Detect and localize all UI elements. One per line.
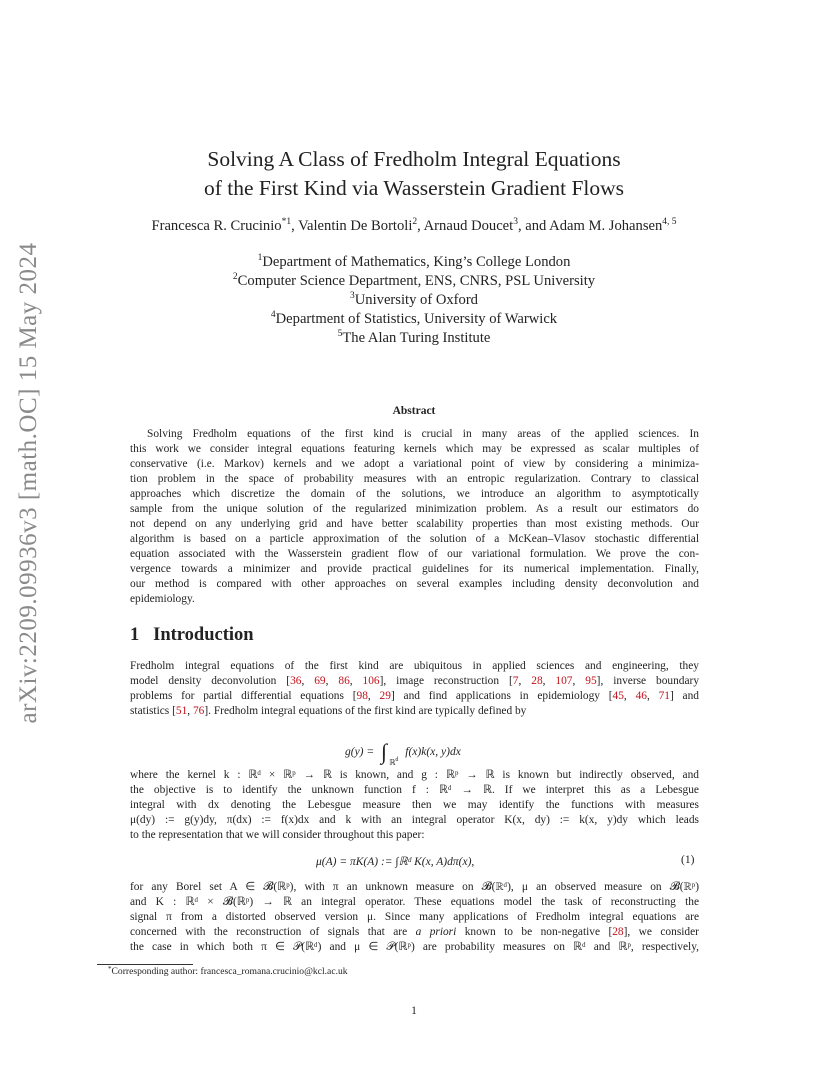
affiliation <box>0 253 828 272</box>
author-name: , and Adam M. Johansen <box>517 218 663 234</box>
affiliation <box>0 329 828 348</box>
text-line: μ(dy) := g(y)dy, π(dx) := f(x)dx and k with an integral operator K(x, dy) := k(x, y)dy which leads <box>130 814 699 826</box>
footnote-text: Corresponding author: francesca_romana.crucinio@kcl.ac.uk <box>111 966 348 977</box>
abstract-line: vergence towards a minimizer and provide practical guidelines for its numerical implementation. Finally, <box>130 563 699 575</box>
text-line: where the kernel k : ℝᵈ × ℝᵖ → ℝ is known, and g : ℝᵖ → ℝ is known but indirectly observed, and <box>130 769 699 781</box>
citation-link[interactable]: 51 <box>175 705 188 717</box>
domain-symbol: ℝ <box>389 758 396 767</box>
text-line: statistics [51, 76]. Fredholm integral equations of the first kind are typically defined by <box>130 705 527 717</box>
citation-link[interactable]: 36 <box>290 675 302 687</box>
abstract-line: our method is compared with other approaches on several examples including density deconvolution and <box>130 578 699 590</box>
equation-1: μ(A) = πK(A) := ∫ℝᵈ K(x, A)dπ(x), <box>316 856 475 868</box>
abstract-line: not depend on any underlying grid and have better scalability properties than most existing methods. Our <box>130 518 699 530</box>
citation-link[interactable]: 7 <box>512 675 519 687</box>
text-line: integral with dx denoting the Lebesgue measure then we may identify the functions with measures <box>130 799 699 811</box>
integral-sign-icon: ∫ <box>381 739 388 764</box>
intro-paragraph <box>130 659 699 719</box>
abstract-line: Solving Fredholm equations of the first kind is crucial in many areas of the applied sciences. In <box>147 428 699 440</box>
abstract-line: conservative (i.e. Markov) kernels and we adopt a variational point of view by considering a minimiza- <box>130 458 699 470</box>
author-name: , Valentin De Bortoli <box>291 218 413 234</box>
emphasis: a priori <box>415 926 457 938</box>
text-run: ], inverse boundary <box>596 675 700 687</box>
author-affiliation-mark: 2 <box>412 217 418 227</box>
affiliation-text: The Alan Turing Institute <box>342 330 491 346</box>
abstract-body <box>130 427 699 607</box>
footnote-mark: * <box>108 965 112 973</box>
section-heading <box>130 625 254 646</box>
text-line: Fredholm integral equations of the first kind are ubiquitous in applied sciences and engineering, they <box>130 660 699 672</box>
body-paragraph <box>130 768 699 843</box>
body-paragraph-2 <box>130 880 699 955</box>
citation-link[interactable]: 29 <box>379 690 391 702</box>
section-number: 1 <box>130 625 140 645</box>
equation-lhs: g(y) = <box>345 746 375 758</box>
author-affiliation-mark: 3 <box>513 217 518 227</box>
text-line: the case in which both π ∈ 𝒫(ℝᵈ) and μ ∈ 𝒫(ℝᵖ) are probability measures on ℝᵈ and ℝᵖ, respectively, <box>130 941 699 953</box>
text-run: concerned with the reconstruction of signals that are <box>130 926 416 938</box>
text-run: statistics [ <box>130 705 176 717</box>
citation-link[interactable]: 107 <box>555 675 573 687</box>
equation-fredholm <box>345 735 461 767</box>
text-run: ] and find applications in epidemiology [ <box>390 690 613 702</box>
paper-title-line1: Solving A Class of Fredholm Integral Equations <box>207 147 621 171</box>
affiliation-text: Department of Mathematics, King’s College London <box>262 254 571 270</box>
author-affiliation-mark: *1 <box>281 217 292 227</box>
citation-link[interactable]: 76 <box>192 705 205 717</box>
affiliation-mark: 5 <box>337 329 343 339</box>
author-name: Francesca R. Crucinio <box>151 218 282 234</box>
citation-link[interactable]: 98 <box>356 690 368 702</box>
text-line: for any Borel set A ∈ 𝓑(ℝᵖ), with π an unknown measure on 𝓑(ℝᵈ), μ an observed measure on 𝓑(ℝᵖ) <box>130 881 699 893</box>
affiliation <box>0 272 828 291</box>
citation-link[interactable]: 86 <box>338 675 350 687</box>
text-line: problems for partial differential equations [98, 29] and find applications in epidemiology [45, 46, 71] and <box>130 690 700 702</box>
abstract-line: this work we consider integral equations featuring kernels which may be expressed as scalar multiples of <box>130 443 699 455</box>
citation-link[interactable]: 71 <box>658 690 670 702</box>
abstract-line: epidemiology. <box>130 593 195 605</box>
citation-link[interactable]: 45 <box>612 690 624 702</box>
domain-exponent: d <box>395 757 399 763</box>
paper-title-line2: of the First Kind via Wasserstein Gradient Flows <box>203 176 625 200</box>
page-number: 1 <box>411 1005 417 1017</box>
affiliation <box>0 291 828 310</box>
text-line <box>130 925 699 940</box>
affiliation-text: Department of Statistics, University of Warwick <box>275 311 558 327</box>
citation-link[interactable]: 95 <box>585 675 597 687</box>
text-line: the objective is to identify the unknown function f : ℝᵈ → ℝ. If we interpret this as a Lebesgue <box>130 784 699 796</box>
arxiv-identifier: arXiv:2209.09936v3 [math.OC] 15 May 2024 <box>15 242 42 724</box>
author-name: , Arnaud Doucet <box>417 218 514 234</box>
footnote <box>108 966 348 977</box>
text-line: to the representation that we will consider throughout this paper: <box>130 829 425 841</box>
citation-link[interactable]: 46 <box>635 690 647 702</box>
integral-domain <box>389 758 398 767</box>
citation-link[interactable]: 106 <box>362 675 380 687</box>
section-title: Introduction <box>153 625 254 645</box>
text-line: and K : ℝᵈ × 𝓑(ℝᵖ) → ℝ an integral operator. These equations model the task of reconstructing the <box>130 896 699 908</box>
abstract-line: tion problem in the space of probability measures with an entropic regularization. Contrary to classical <box>130 473 699 485</box>
equation-number: (1) <box>681 854 695 866</box>
citation-link[interactable]: 28 <box>612 926 624 938</box>
text-line: model density deconvolution [36, 69, 86, 106], image reconstruction [7, 28, 107, 95], inverse boundary <box>130 675 700 687</box>
abstract-line: equation associated with the Wasserstein gradient flow of our variational formulation. We prove the con- <box>130 548 699 560</box>
affiliation-mark: 3 <box>350 291 355 301</box>
text-run: ] and <box>669 690 700 702</box>
affiliation-mark: 2 <box>232 272 238 282</box>
text-line: signal π from a distorted observed version μ. Since many applications of Fredholm integral equations are <box>130 911 699 923</box>
abstract-line: approaches which discretize the domain of the solutions, we introduce an algorithm to asymptotically <box>130 488 699 500</box>
text-run: known to be non-negative [ <box>456 926 613 938</box>
text-run: ], we consider <box>623 926 699 938</box>
affiliation-mark: 4 <box>270 310 276 320</box>
text-run: ]. Fredholm integral equations of the first kind are typically defined by <box>204 705 527 717</box>
author-list <box>0 218 828 235</box>
author-affiliation-mark: 4, 5 <box>662 217 677 227</box>
abstract-line: sample from the unique solution of the regularized minimization problem. As a result our estimators do <box>130 503 699 515</box>
text-run: model density deconvolution [ <box>130 675 291 687</box>
abstract-line: algorithm is based on a particle approximation of the solution of a McKean–Vlasov stochastic differential <box>130 533 699 545</box>
abstract-heading: Abstract <box>392 405 436 417</box>
affiliation-text: Computer Science Department, ENS, CNRS, PSL University <box>237 273 596 289</box>
citation-link[interactable]: 69 <box>314 675 326 687</box>
affiliation <box>0 310 828 329</box>
citation-link[interactable]: 28 <box>531 675 543 687</box>
text-run: problems for partial differential equations [ <box>130 690 357 702</box>
affiliation-mark: 1 <box>257 253 263 263</box>
equation-rhs: f(x)k(x, y)dx <box>405 746 461 758</box>
affiliation-text: University of Oxford <box>354 292 478 308</box>
text-run: ], image reconstruction [ <box>379 675 513 687</box>
